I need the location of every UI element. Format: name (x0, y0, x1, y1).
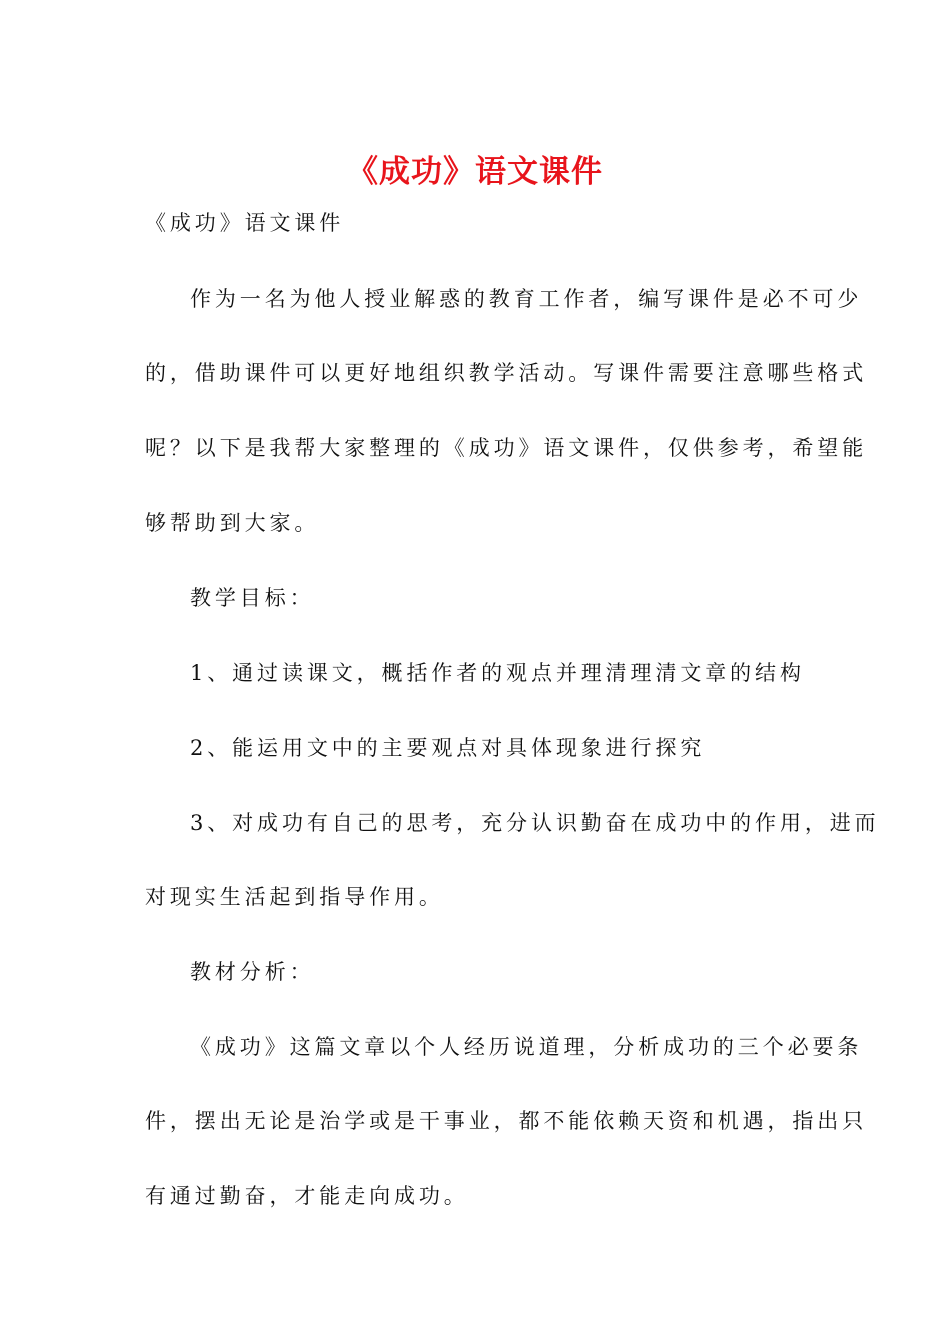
intro-line-4: 够帮助到大家。 (145, 511, 320, 535)
analysis-line-1: 《成功》这篇文章以个人经历说道理，分析成功的三个必要条 (190, 1035, 863, 1059)
analysis-line-2: 件，摆出无论是治学或是干事业，都不能依赖天资和机遇，指出只 (145, 1109, 868, 1133)
goal-3-line-1: 3、对成功有自己的思考，充分认识勤奋在成功中的作用，进而 (190, 811, 880, 835)
document-subtitle: 《成功》语文课件 (145, 211, 345, 235)
goal-3-line-2: 对现实生活起到指导作用。 (145, 885, 444, 909)
goal-1: 1、通过读课文，概括作者的观点并理清理清文章的结构 (190, 661, 805, 685)
goals-heading: 教学目标： (190, 586, 315, 610)
intro-line-3: 呢？以下是我帮大家整理的《成功》语文课件，仅供参考，希望能 (145, 436, 868, 460)
intro-line-2: 的，借助课件可以更好地组织教学活动。写课件需要注意哪些格式 (145, 361, 868, 385)
document-title: 《成功》语文课件 (347, 154, 603, 190)
analysis-heading: 教材分析： (190, 960, 315, 984)
intro-line-1: 作为一名为他人授业解惑的教育工作者，编写课件是必不可少 (190, 287, 863, 311)
goal-2: 2、能运用文中的主要观点对具体现象进行探究 (190, 736, 706, 760)
analysis-line-3: 有通过勤奋，才能走向成功。 (145, 1184, 469, 1208)
